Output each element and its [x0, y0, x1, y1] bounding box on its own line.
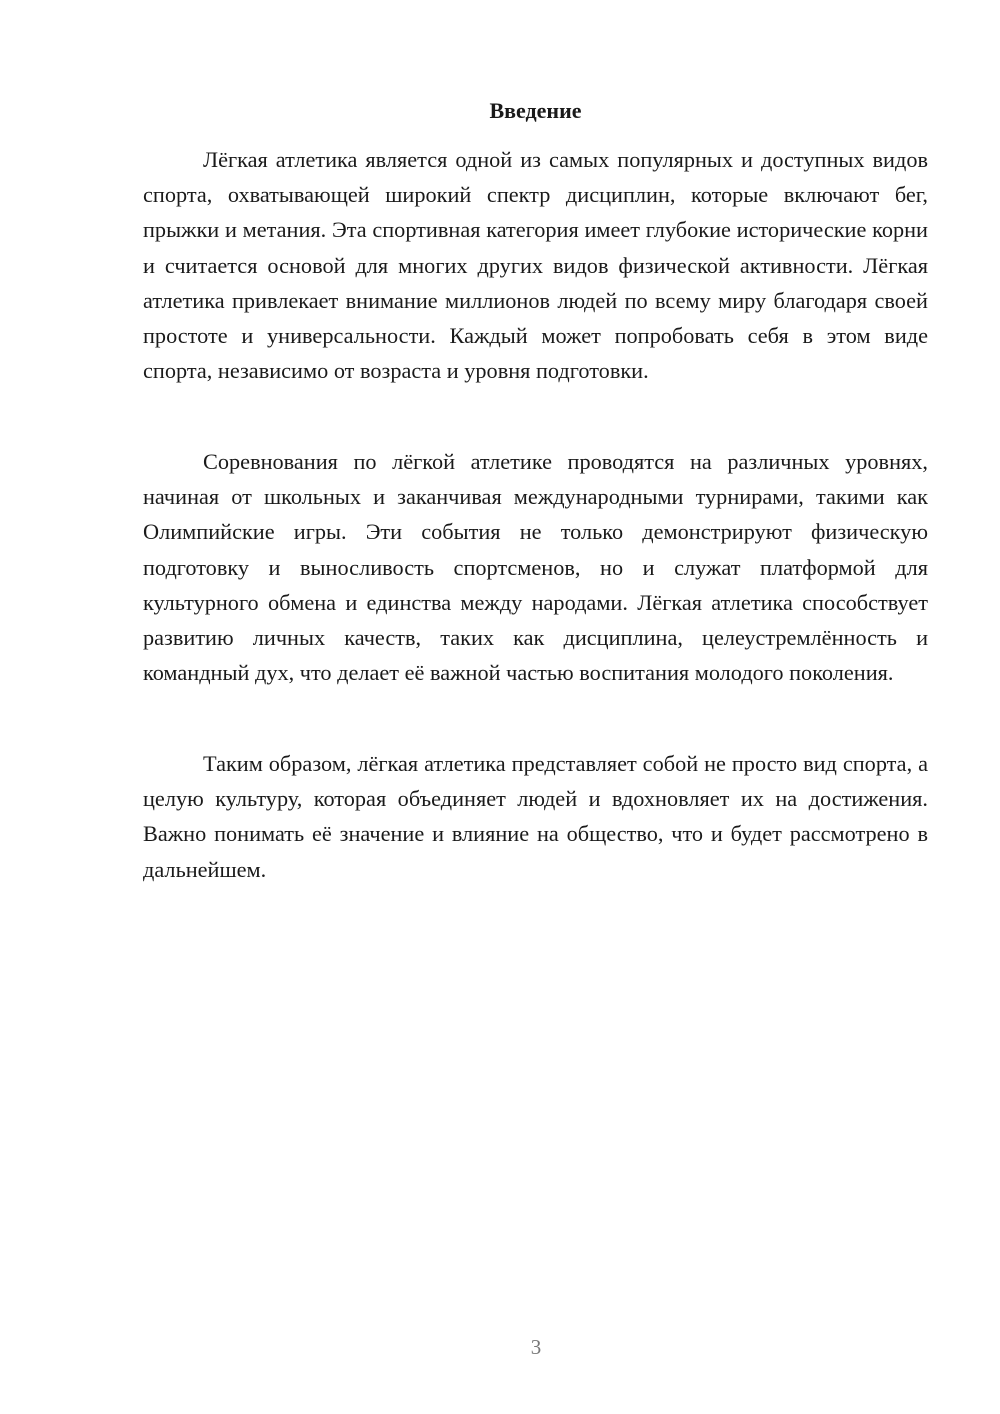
paragraph-2: Соревнования по лёгкой атлетике проводятся на различных уровнях, начиная от школьных и заканчивая международными турнирами, такими как Олимпийские игры. Эти события не только демонстрируют физическую подготовку и выносливость спортсменов, но и служат платформой для культурного обмена и единства между народами. Лёгкая атлетика способствует развитию личных качеств, таких как дисциплина, целеустремлённость и командный дух, что делает её важной частью воспитания молодого поколения. [143, 449, 928, 686]
paragraph-3: Таким образом, лёгкая атлетика представляет собой не просто вид спорта, а целую культуру, которая объединяет людей и вдохновляет их на достижения. Важно понимать её значение и влияние на общество, что и будет рассмотрено в дальнейшем. [143, 751, 928, 882]
page-number: 3 [530, 1335, 542, 1359]
paragraph-1: Лёгкая атлетика является одной из самых популярных и доступных видов спорта, охватывающей широкий спектр дисциплин, которые включают бег, прыжки и метания. Эта спортивная категория имеет глубокие исторические корни и считается основой для многих других видов физической активности. Лёгкая атлетика привлекает внимание миллионов людей по всему миру благодаря своей простоте и универсальности. Каждый может попробовать себя в этом виде спорта, независимо от возраста и уровня подготовки. [143, 147, 928, 384]
section-heading: Введение [489, 98, 582, 123]
